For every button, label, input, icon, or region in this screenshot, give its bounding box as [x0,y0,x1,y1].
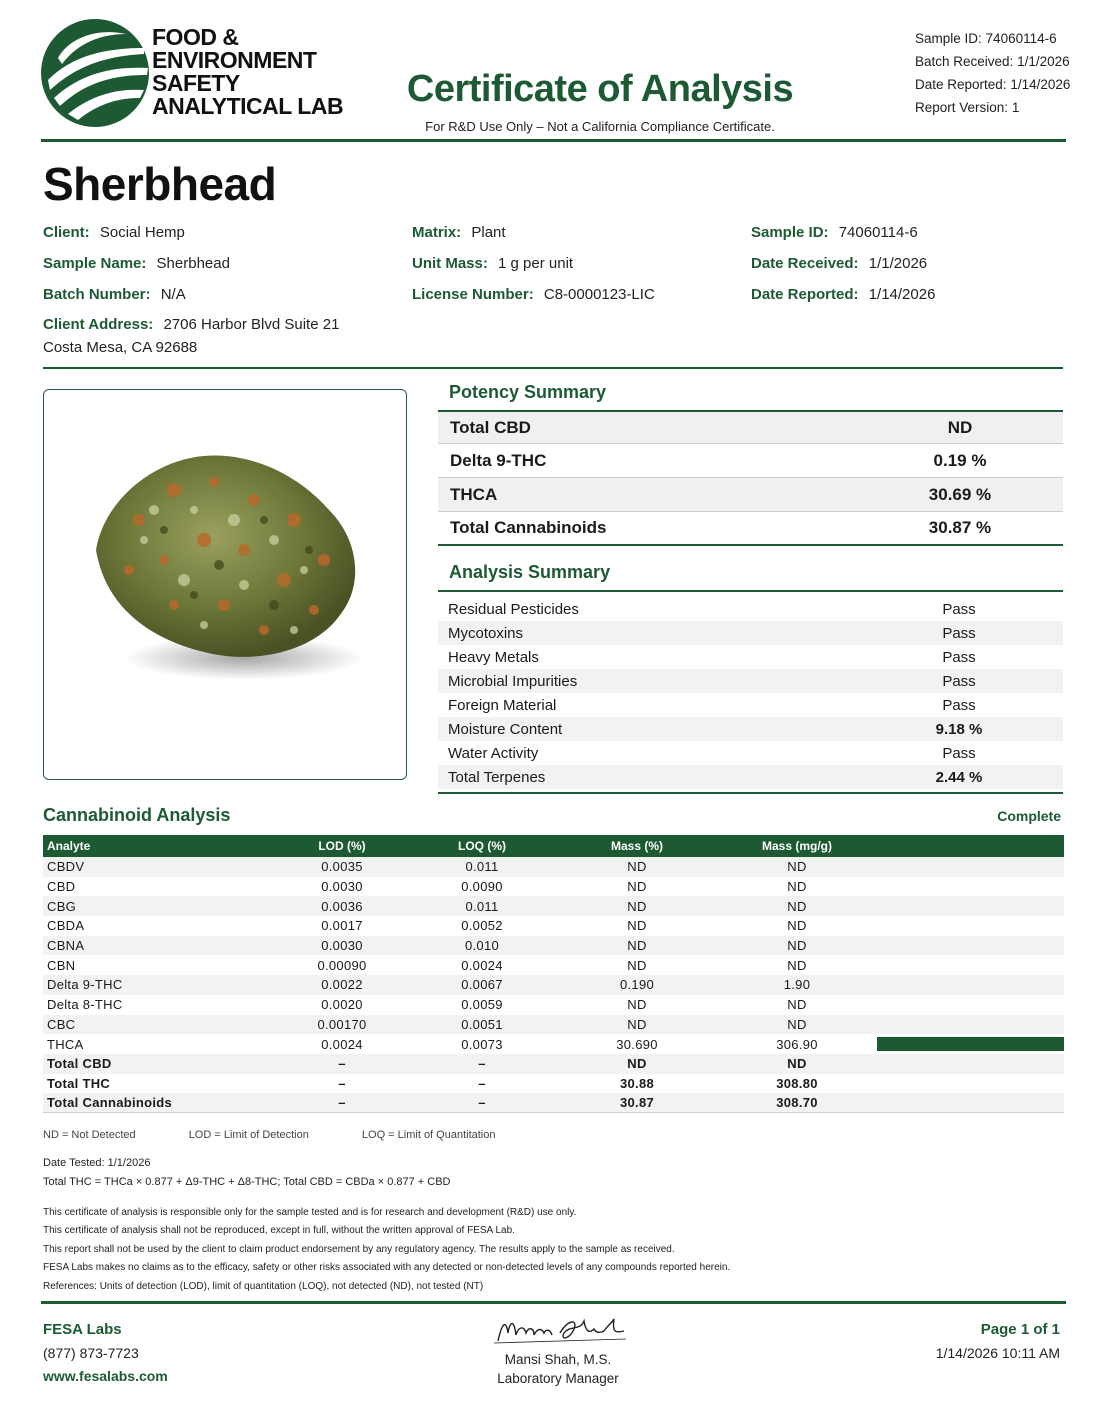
loq-cell: – [478,1075,486,1091]
footer-phone: (877) 873-7723 [43,1345,139,1361]
analysis-row: Heavy Metals Pass [448,648,976,666]
analyte-cell: CBDA [47,918,85,934]
analyte-cell: Total Cannabinoids [47,1095,173,1111]
mass-pct-cell: ND [627,879,647,895]
unit-mass-field: Unit Mass: 1 g per unit [412,255,574,272]
analysis-row: Mycotoxins Pass [438,621,1063,645]
analysis-row: Residual Pesticides Pass [448,600,976,618]
lod-cell: 0.0024 [321,1036,363,1052]
analysis-summary-table [438,590,1063,794]
meta-batch-received: Batch Received: 1/1/2026 [915,54,1070,69]
analysis-row: Water Activity Pass [448,744,976,762]
mass-mg-cell: ND [787,957,807,973]
batch-number-field: Batch Number: N/A [43,286,186,303]
loq-cell: 0.0051 [461,1016,503,1032]
cannabinoid-row [43,1093,1064,1113]
analyte-cell: Delta 8-THC [47,997,123,1013]
loq-cell: – [478,1095,486,1111]
product-name: Sherbhead [43,158,277,210]
signature-image [490,1311,630,1351]
loq-cell: 0.0059 [461,997,503,1013]
cannabinoid-row [43,877,1064,897]
analysis-row: Foreign Material Pass [448,696,976,714]
mass-pct-cell: ND [627,957,647,973]
cannabinoid-analysis-title: Cannabinoid Analysis [43,805,231,825]
date-tested: Date Tested: 1/1/2026 [43,1157,151,1169]
cannabinoid-row [43,1015,1064,1035]
analysis-row: Total Terpenes 2.44 % [438,765,1063,789]
mass-mg-cell: 306.90 [776,1036,818,1052]
cannabinoid-table-body [43,857,1064,1113]
mass-pct-cell: 30.87 [619,1095,655,1111]
report-meta [915,27,1070,119]
mass-mg-cell: 308.70 [776,1095,818,1111]
mass-mg-cell: ND [787,1056,807,1072]
loq-cell: 0.010 [464,938,500,954]
lod-cell: 0.0030 [321,879,363,895]
potency-summary-table [438,410,1063,546]
legend-loq: LOQ = Limit of Quantitation [361,1129,496,1141]
loq-cell: 0.0024 [461,957,503,973]
date-received-field: Date Received: 1/1/2026 [751,255,928,272]
potency-row: THCA 30.69 % [438,478,1063,512]
loq-cell: 0.0090 [461,879,503,895]
meta-date-reported: Date Reported: 1/14/2026 [915,77,1071,92]
mass-pct-cell: ND [627,918,647,934]
cannabinoid-row [43,1074,1064,1094]
cannabinoid-row [43,955,1064,975]
col-mass-pct: Mass (%) [610,839,663,853]
potency-row: Delta 9-THC 0.19 % [438,444,1063,478]
sample-id-field: Sample ID: 74060114-6 [751,224,918,241]
total-formula: Total THC = THCa × 0.877 + Δ9-THC + Δ8-THC; Total CBD = CBDa × 0.877 + CBD [43,1176,451,1188]
mass-pct-cell: ND [627,997,647,1013]
mass-mg-cell: ND [787,879,807,895]
date-reported-field: Date Reported: 1/14/2026 [751,286,936,303]
mass-pct-cell: ND [627,859,647,875]
mass-mg-cell: ND [787,997,807,1013]
cannabis-bud-image [44,390,406,779]
lod-cell: 0.0036 [321,898,363,914]
loq-cell: 0.0067 [461,977,503,993]
cannabinoid-row [43,995,1064,1015]
loq-cell: 0.011 [465,859,499,875]
cannabinoid-row [43,916,1064,936]
mass-pct-cell: 0.190 [619,977,655,993]
meta-report-version: Report Version: 1 [915,100,1020,115]
col-lod: LOD (%) [318,839,366,853]
cannabinoid-row [43,936,1064,956]
mass-pct-cell: ND [627,1016,647,1032]
lod-cell: 0.0020 [321,997,363,1013]
lod-cell: 0.00090 [317,957,367,973]
mass-mg-cell: ND [787,918,807,934]
client-address-line2: Costa Mesa, CA 92688 [43,339,198,356]
header-divider [41,139,1066,142]
analyte-cell: Delta 9-THC [47,977,123,993]
mass-pct-cell: ND [627,898,647,914]
potency-row: Total CBD ND [438,410,1063,444]
analyte-cell: CBG [47,898,77,914]
col-loq: LOQ (%) [458,839,506,853]
analyte-cell: THCA [47,1036,84,1052]
mass-mg-cell: ND [787,859,807,875]
loq-cell: 0.0073 [461,1036,503,1052]
cannabinoid-row [43,1034,1064,1054]
loq-cell: – [478,1056,486,1072]
sample-name-field: Sample Name: Sherbhead [43,255,230,272]
potency-summary-title: Potency Summary [449,382,607,402]
lod-cell: 0.0035 [321,859,363,875]
analyte-cell: CBC [47,1016,76,1032]
matrix-field: Matrix: Plant [412,224,506,241]
lod-cell: 0.0030 [321,938,363,954]
loq-cell: 0.0052 [461,918,503,934]
product-image-frame [43,389,407,780]
meta-sample-id: Sample ID: 74060114-6 [915,31,1057,46]
cannabinoid-table [43,835,1064,1113]
mass-mg-cell: ND [787,938,807,954]
analyte-cell: Total CBD [47,1056,112,1072]
cannabinoid-row [43,857,1064,877]
page-number: Page 1 of 1 [980,1321,1060,1338]
cannabinoid-row [43,896,1064,916]
client-field: Client: Social Hemp [43,224,185,241]
mass-bar [877,1037,1064,1051]
table-legend [43,1129,546,1141]
signer-title: Laboratory Manager [497,1371,619,1386]
document-title: Certificate of Analysis [406,68,794,110]
mass-pct-cell: 30.88 [619,1075,655,1091]
signer-name: Mansi Shah, M.S. [504,1352,612,1367]
lod-cell: – [338,1075,346,1091]
lod-cell: – [338,1095,346,1111]
footer-divider [41,1301,1066,1304]
client-address-field: Client Address: 2706 Harbor Blvd Suite 21 [43,316,340,333]
col-mass-mg: Mass (mg/g) [761,839,832,853]
analysis-row: Moisture Content 9.18 % [438,717,1063,741]
disclaimer: This certificate of analysis is responsible only for the sample tested and is for research and development (R&D) use only. This certificate of analysis shall not be reproduced, except in full, without the written approval of FESA Lab. This report shall not be used by the client to claim product endorsement by any regulatory agency. The results apply to the sample as received. FESA Labs makes no claims as to the efficacy, safety or other risks associated with any detected or non-detected levels of any compounds reported herein. References: Units of detection (LOD), limit of quantitation (LOQ), not detected (ND), not tested (NT) [43,1207,731,1292]
analyte-cell: CBN [47,957,76,973]
cannabinoid-status: Complete [997,808,1061,824]
mass-mg-cell: ND [787,898,807,914]
analyte-cell: CBD [47,879,76,895]
lab-logo-wordmark: FOOD & ENVIRONMENT SAFETY ANALYTICAL LAB [152,24,344,119]
potency-row: Total Cannabinoids 30.87 % [438,512,1063,546]
footer-lab-name: FESA Labs [43,1321,122,1338]
lod-cell: 0.0022 [321,977,363,993]
lod-cell: 0.00170 [317,1016,367,1032]
legend-nd: ND = Not Detected [43,1129,136,1141]
analysis-row: Microbial Impurities Pass [438,669,1063,693]
info-divider [43,367,1063,369]
print-timestamp: 1/14/2026 10:11 AM [935,1345,1060,1361]
analyte-cell: Total THC [47,1075,111,1091]
loq-cell: 0.011 [465,898,499,914]
analyte-cell: CBNA [47,938,85,954]
mass-pct-cell: 30.690 [616,1036,658,1052]
mass-pct-cell: ND [627,938,647,954]
mass-mg-cell: 308.80 [776,1075,818,1091]
legend-lod: LOD = Limit of Detection [188,1129,309,1141]
mass-pct-cell: ND [627,1056,647,1072]
mass-mg-cell: ND [787,1016,807,1032]
col-analyte: Analyte [47,839,91,853]
lod-cell: 0.0017 [321,918,363,934]
lod-cell: – [338,1056,346,1072]
analyte-cell: CBDV [47,859,85,875]
mass-mg-cell: 1.90 [783,977,811,993]
analysis-summary-title: Analysis Summary [449,562,611,582]
footer-website-link[interactable]: www.fesalabs.com [43,1368,168,1384]
cannabinoid-table-header [43,835,1064,857]
cannabinoid-row [43,1054,1064,1074]
license-number-field: License Number: C8-0000123-LIC [412,286,655,303]
lab-logo [40,18,150,128]
cannabinoid-row [43,975,1064,995]
document-subtitle: For R&D Use Only – Not a California Compliance Certificate. [425,119,775,134]
